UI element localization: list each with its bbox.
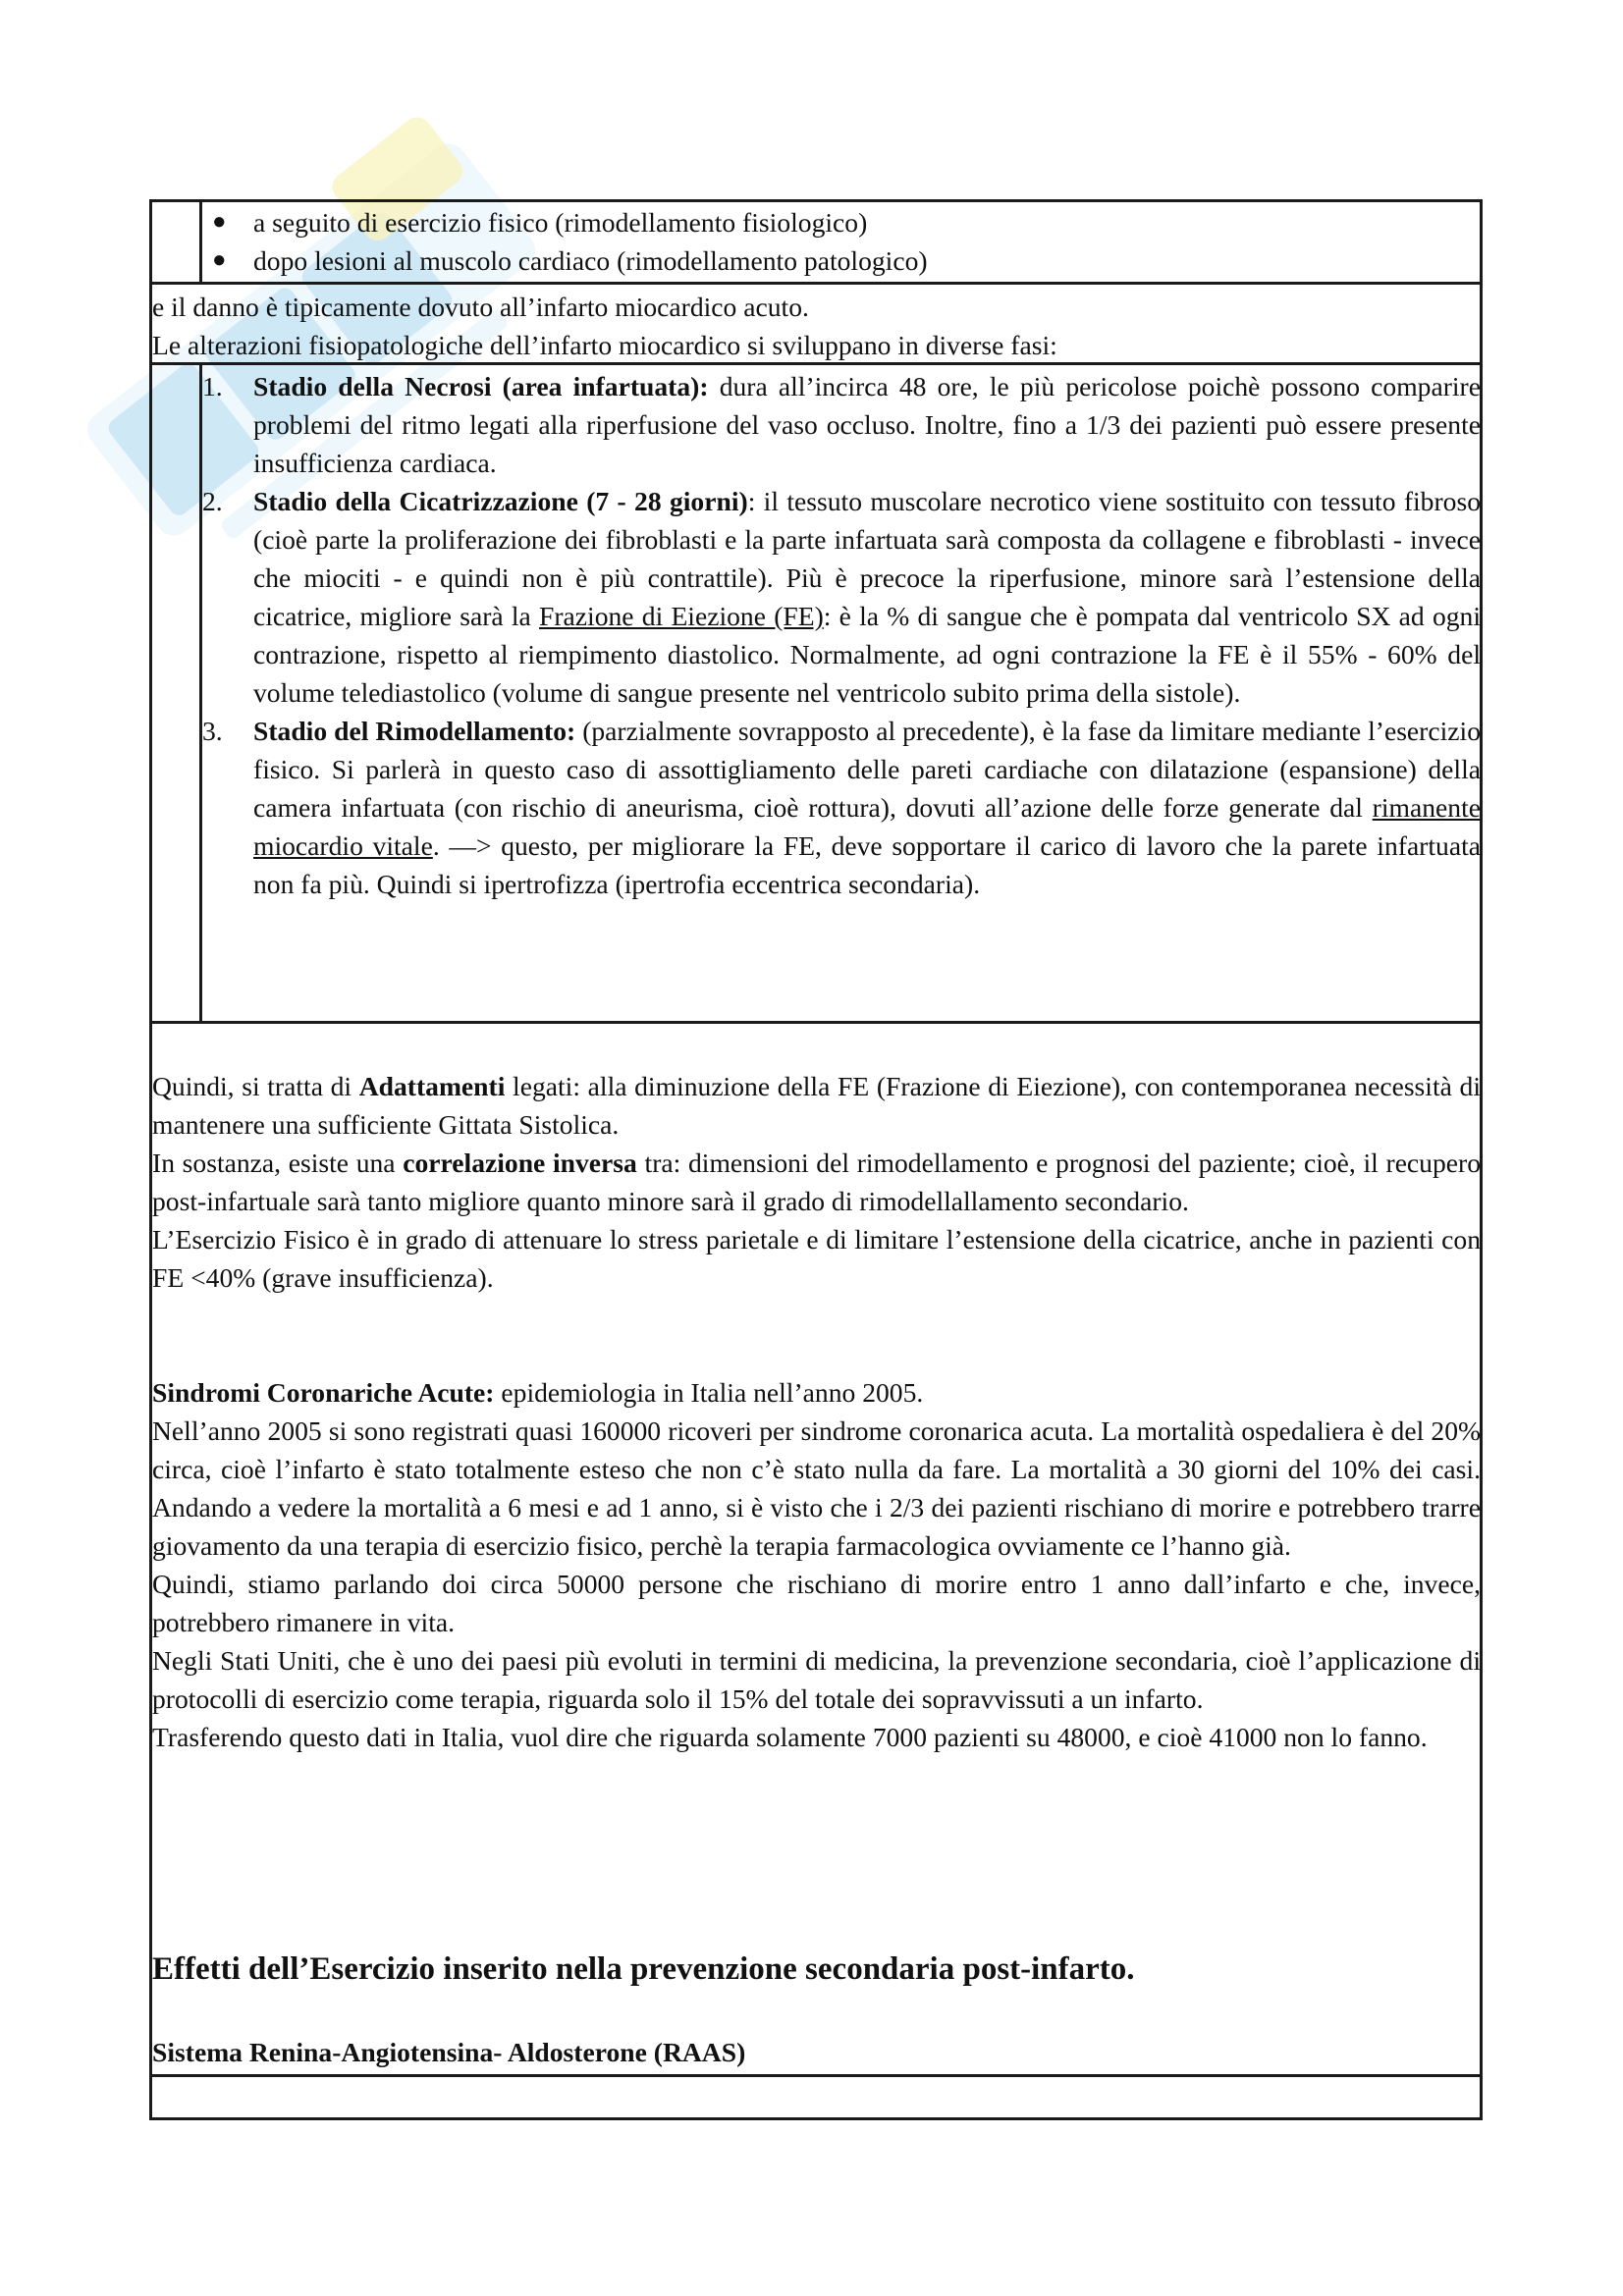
bullet-list — [202, 203, 1479, 280]
sca-section — [152, 1373, 1481, 1756]
divider — [149, 282, 1483, 285]
bullet-dot-icon: ● — [212, 209, 227, 235]
list-item: ● dopo lesioni al muscolo cardiaco (rimodellamento patologico) — [202, 241, 1479, 280]
bullet-dot-icon: ● — [212, 247, 227, 273]
list-item: ● a seguito di esercizio fisico (rimodellamento fisiologico) — [202, 203, 1479, 241]
paragraph: L’Esercizio Fisico è in grado di attenuare lo stress parietale e di limitare l’estensione della cicatrice, anche in pazienti con FE <40% (grave insufficienza). — [152, 1224, 1481, 1293]
stages-list — [202, 367, 1481, 903]
paragraph: Quindi, si tratta di Adattamenti legati: alla diminuzione della FE (Frazione di Eiezione), con contemporanea necessità di mantenere una sufficiente Gittata Sistolica. — [152, 1071, 1481, 1140]
divider — [149, 1021, 1483, 1024]
sub-heading: Sistema Renina-Angiotensina- Aldosterone (RAAS) — [152, 2037, 746, 2067]
term-link: Frazione di Eiezione (FE) — [539, 601, 824, 631]
stage-title: Stadio della Necrosi (area infartuata): — [253, 371, 709, 401]
intro-line: e il danno è tipicamente dovuto all’infarto miocardico acuto. — [152, 292, 809, 322]
intro — [152, 288, 1480, 364]
stage-item: 1. Stadio della Necrosi (area infartuata): dura all’incirca 48 ore, le più pericolose poichè possono comparire problemi del ritmo legati alla riperfusione del vaso occluso. Inoltre, fino a 1/3 dei pazienti può essere presente insufficienza cardiaca. — [202, 371, 1481, 478]
term-link: rimanente miocardio vitale — [253, 792, 1481, 861]
adaptations-section — [152, 1067, 1481, 1297]
paragraph: Quindi, stiamo parlando doi circa 50000 persone che rischiano di morire entro 1 anno dall’infarto e che, invece, potrebbero rimanere in vita. — [152, 1569, 1481, 1637]
intro-line: Le alterazioni fisiopatologiche dell’infarto miocardico si sviluppano in diverse fasi: — [152, 330, 1057, 360]
section-heading: Effetti dell’Esercizio inserito nella prevenzione secondaria post-infarto. — [152, 1951, 1135, 1987]
paragraph: Trasferendo questo dati in Italia, vuol dire che riguarda solamente 7000 pazienti su 48000, e cioè 41000 non lo fanno. — [152, 1722, 1428, 1752]
stage-item: 2. Stadio della Cicatrizzazione (7 - 28 giorni): il tessuto muscolare necrotico viene sostituito con tessuto fibroso (cioè parte la proliferazione dei fibroblasti e la parte infartuata sarà composta da collagene e fibroblasti - invece che miociti - e quindi non è più contrattile). Più è precoce la riperfusione, minore sarà l’estensione della cicatrice, migliore sarà la Frazione di Eiezione (FE): è la % di sangue che è pompata dal ventricolo SX ad ogni contrazione, rispetto al riempimento diastolico. Normalmente, ad ogni contrazione la FE è il 55% - 60% del volume telediastolico (volume di sangue presente nel ventricolo subito prima della sistole). — [202, 486, 1482, 708]
paragraph: In sostanza, esiste una correlazione inversa tra: dimensioni del rimodellamento e prognosi del paziente; cioè, il recupero post-infartuale sarà tanto migliore quanto minore sarà il grado di rimodellallamento secondario. — [152, 1148, 1482, 1216]
stage-title: Stadio del Rimodellamento: — [253, 716, 576, 746]
stage-item: 3. Stadio del Rimodellamento: (parzialmente sovrapposto al precedente), è la fase da limitare mediante l’esercizio fisico. Si parlerà in questo caso di assottigliamento delle pareti cardiache con dilatazione (espansione) della camera infartuata (con rischio di aneurisma, cioè rottura), dovuti all’azione delle forze generate dal rimanente miocardio vitale. —> questo, per migliorare la FE, deve sopportare il carico di lavoro che la parete infartuata non fa più. Quindi si ipertrofizza (ipertrofia eccentrica secondaria). — [202, 716, 1481, 899]
paragraph: Negli Stati Uniti, che è uno dei paesi più evoluti in termini di medicina, la prevenzione secondaria, cioè l’applicazione di protocolli di esercizio come terapia, riguarda solo il 15% del totale dei sopravvissuti a un infarto. — [152, 1645, 1481, 1714]
divider — [149, 2074, 1483, 2077]
section-title: Sindromi Coronariche Acute: epidemiologia in Italia nell’anno 2005. — [152, 1377, 924, 1408]
stage-title: Stadio della Cicatrizzazione (7 - 28 giorni) — [253, 486, 748, 516]
paragraph: Nell’anno 2005 si sono registrati quasi 160000 ricoveri per sindrome coronarica acuta. La mortalità ospedaliera è del 20% circa, cioè l’infarto è stato totalmente esteso che non c’è stato nulla da fare. La mortalità a 30 giorni del 10% dei casi. Andando a vedere la mortalità a 6 mesi e ad 1 anno, si è visto che i 2/3 dei pazienti rischiano di morire e potrebbero trarre giovamento da una terapia di esercizio fisico, perchè la terapia farmacologica ovviamente ce l’hanno già. — [152, 1415, 1481, 1561]
